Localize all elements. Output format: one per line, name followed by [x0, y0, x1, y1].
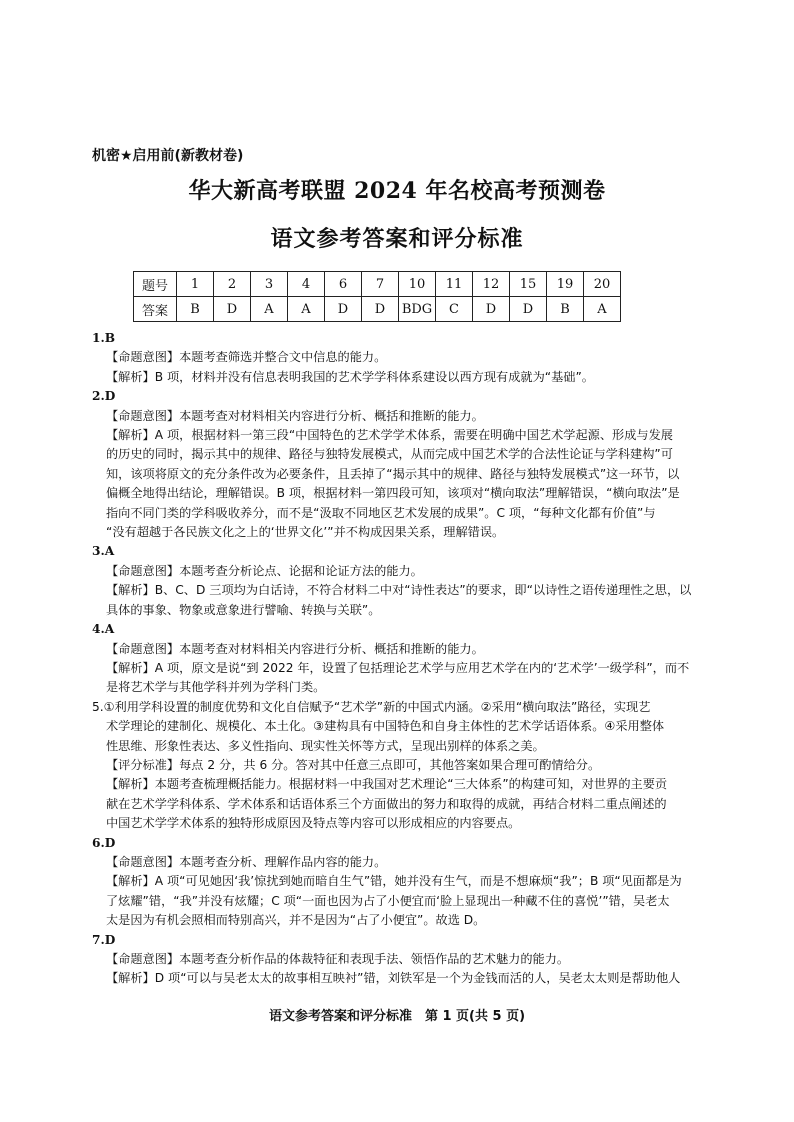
question-number: 3.A	[92, 544, 115, 559]
analysis-line: 是将艺术学与其他学科并列为学科门类。	[106, 680, 326, 695]
table-cell-number: 3	[251, 272, 288, 297]
exam-title: 华大新高考联盟 2024 年名校高考预测卷	[188, 178, 606, 204]
question-intent: 【命题意图】本题考查对材料相关内容进行分析、概括和推断的能力。	[106, 408, 484, 423]
question-number: 2.D	[92, 389, 116, 404]
analysis-line: 偏概全地得出结论，理解错误。B 项，根据材料一第四段可知，该项对“横向取法”理解错误，“横向取法”是	[106, 486, 680, 501]
table-cell-answer: B	[177, 297, 214, 322]
analysis-line: 【解析】A 项，根据材料一第三段“中国特色的艺术学学术体系，需要在明确中国艺术学起源、形成与发展	[106, 428, 673, 443]
question-intent: 【命题意图】本题考查筛选并整合文中信息的能力。	[106, 350, 387, 365]
table-cell-number: 19	[547, 272, 584, 297]
analysis-line: 的历史的同时，揭示其中的规律、路径与独特发展模式，从而完成中国艺术学的合法性论证与学科建构”可	[106, 447, 673, 462]
table-cell-number: 12	[473, 272, 510, 297]
table-cell-answer: A	[584, 297, 621, 322]
question-number: 1.B	[92, 331, 116, 345]
table-cell-number: 10	[399, 272, 436, 297]
table-cell-number: 2	[214, 272, 251, 297]
table-cell-answer: A	[251, 297, 288, 322]
table-cell-answer: BDG	[399, 297, 436, 322]
scoring-criteria: 【评分标准】每点 2 分，共 6 分。答对其中任意三点即可，其他答案如果合理可酌情给分。	[106, 757, 601, 772]
analysis-line: 【解析】本题考查梳理概括能力。根据材料一中我国对艺术理论“三大体系”的构建可知，对世界的主要贡	[106, 777, 668, 792]
answer-line: 性思维、形象性表达、多义性指向、现实性关怀等方式，呈现出别样的体系之美。	[106, 738, 545, 753]
table-cell-number: 15	[510, 272, 547, 297]
table-cell-answer: D	[510, 297, 547, 322]
table-cell-answer: D	[325, 297, 362, 322]
table-cell-number: 11	[436, 272, 473, 297]
exam-subtitle: 语文参考答案和评分标准	[270, 227, 524, 252]
table-cell-answer: D	[362, 297, 399, 322]
table-cell-answer: B	[547, 297, 584, 322]
table-header-answer: 答案	[134, 297, 177, 322]
analysis-line: 【解析】B、C、D 三项均为白话诗，不符合材料二中对“诗性表达”的要求，即“以诗性之语传递理性之思，以	[106, 583, 692, 598]
answer-table-answer-row	[134, 297, 621, 322]
answer-explanations	[92, 329, 704, 989]
table-cell-answer: D	[214, 297, 251, 322]
table-cell-number: 7	[362, 272, 399, 297]
analysis-line: 【解析】A 项，原文是说“到 2022 年，设置了包括理论艺术学与应用艺术学在内的‘艺术学’一级学科”，而不	[106, 660, 690, 675]
question-intent: 【命题意图】本题考查分析作品的体裁特征和表现手法、领悟作品的艺术魅力的能力。	[106, 952, 570, 966]
analysis-line: “没有超越于各民族文化之上的‘世界文化’”并不构成因果关系，理解错误。	[106, 525, 505, 540]
analysis-line: 【解析】A 项“可见她因‘我’惊扰到她而暗自生气”错，她并没有生气，而是不想麻烦“我”；B 项“见面都是为	[106, 874, 682, 889]
analysis-line: 具体的事象、物象或意象进行譬喻、转换与关联”。	[106, 602, 381, 617]
answer-line: 术学理论的建制化、规模化、本土化。③建构具有中国特色和自身主体性的艺术学话语体系。④采用整体	[106, 719, 665, 734]
table-cell-number: 6	[325, 272, 362, 297]
question-intent: 【命题意图】本题考查对材料相关内容进行分析、概括和推断的能力。	[106, 641, 484, 656]
analysis-line: 中国艺术学学术体系的独特形成原因及特点等内容可以形成相应的内容要点。	[106, 816, 521, 831]
question-analysis: 【解析】B 项，材料并没有信息表明我国的艺术学学科体系建设以西方现有成就为“基础”。	[106, 369, 594, 384]
analysis-line: 指向不同门类的学科吸收养分，而不是“汲取不同地区艺术发展的成果”。C 项，“每种文化都有价值”与	[106, 505, 656, 520]
analysis-line: 了炫耀”错，“我”并没有炫耀；C 项“一面也因为占了小便宜而‘脸上显现出一种藏不住的喜悦’”错，吴老太	[106, 893, 670, 908]
table-header-number: 题号	[134, 272, 177, 297]
table-cell-number: 20	[584, 272, 621, 297]
question-number: 4.A	[92, 622, 115, 637]
question-intent: 【命题意图】本题考查分析论点、论据和论证方法的能力。	[106, 563, 423, 578]
page-footer: 语文参考答案和评分标准 第 1 页(共 5 页)	[268, 1009, 526, 1024]
analysis-line: 太是因为有机会照相而特别高兴，并不是因为“占了小便宜”。故选 D。	[106, 913, 486, 928]
table-cell-answer: A	[288, 297, 325, 322]
answer-table	[133, 271, 621, 322]
analysis-line: 知，该项将原文的充分条件改为必要条件，且丢掉了“揭示其中的规律、路径与独特发展模式”这一环节，以	[106, 466, 680, 481]
analysis-line: 献在艺术学学科体系、学术体系和话语体系三个方面做出的努力和取得的成就，再结合材料二重点阐述的	[106, 796, 667, 811]
table-cell-number: 4	[288, 272, 325, 297]
confidential-label: 机密★启用前(新教材卷)	[92, 148, 244, 164]
question-intent: 【命题意图】本题考查分析、理解作品内容的能力。	[106, 854, 387, 869]
question-number: 7.D	[92, 932, 116, 947]
answer-table-number-row	[134, 272, 621, 297]
table-cell-answer: D	[473, 297, 510, 322]
question-number: 6.D	[92, 835, 116, 850]
analysis-line: 【解析】D 项“可以与吴老太太的故事相互映衬”错，刘铁军是一个为金钱而活的人，吴老太太则是帮助他人	[106, 971, 681, 986]
answer-line: 5.①利用学科设置的制度优势和文化自信赋予“艺术学”新的中国式内涵。②采用“横向取法”路径，实现艺	[92, 699, 651, 714]
table-cell-answer: C	[436, 297, 473, 322]
table-cell-number: 1	[177, 272, 214, 297]
